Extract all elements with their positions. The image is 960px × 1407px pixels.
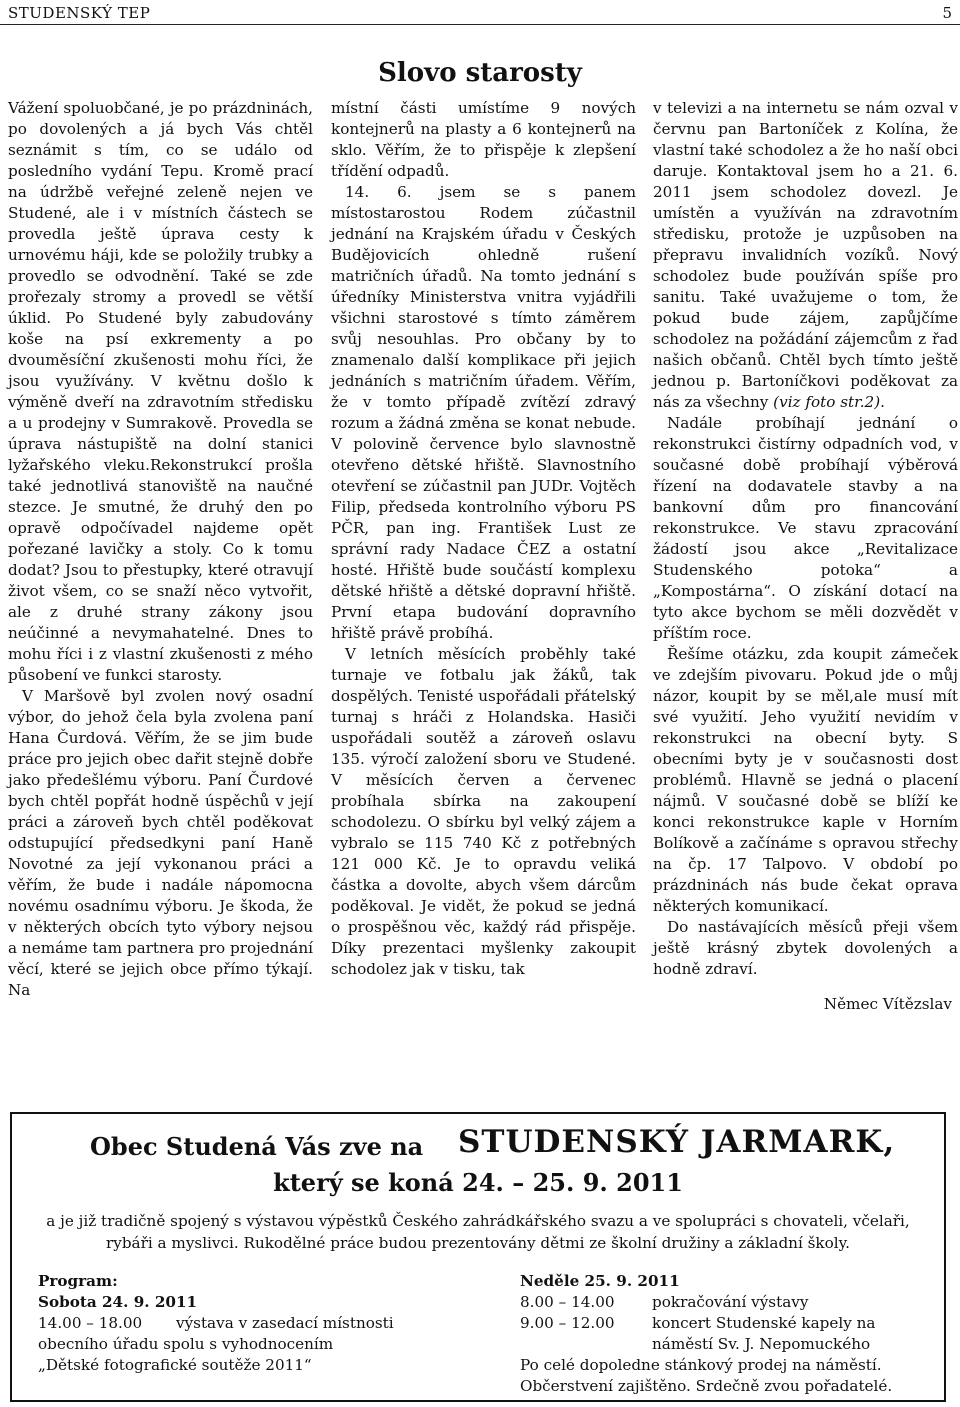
- paragraph: V letních měsících proběhly také turnaje ve fotbalu jak žáků, tak dospělých. Tenisté uspořádali přátelský turnaj s hráči z Holandska. Hasiči uspořádali soutěž a zároveň oslavu 135. výročí založení sboru ve Studené. V měsících červen a červenec probíhala sbírka na zakoupení schodolezu. O sbírku byl velký zájem a vybralo se 115 740 Kč z potřebných 121 000 Kč. Je to opravdu veliká částka a dovolte, abych všem dárcům poděkoval. Je vidět, že pokud se jedná o prospěšnou věc, každý rád přispěje. Díky prezentaci myšlenky zakoupit schodolez jak v tisku, tak: [331, 645, 636, 978]
- program-item: „Dětské fotografické soutěže 2011“: [38, 1356, 312, 1374]
- saturday-heading: Sobota 24. 9. 2011: [38, 1293, 198, 1311]
- author-signature: Němec Vítězslav: [823, 995, 952, 1013]
- paragraph: Nadále probíhají jednání o rekonstrukci čistírny odpadních vod, v současné době probíhají výběrová řízení na dodavatele stavby a na bankovní dům pro financování rekonstrukce. Ve stavu zpracování žádostí jsou akce „Revitalizace Studenského potoka“ a „Kompostárna“. O získání dotací na tyto akce bychom se měli dozvědět v příštím roce.: [653, 414, 958, 642]
- program-time: 8.00 – 14.00: [520, 1293, 615, 1311]
- program-item: [520, 1313, 940, 1334]
- program-item: Občerstvení zajištěno. Srdečně zvou pořadatelé.: [520, 1377, 893, 1395]
- program-time: 9.00 – 12.00: [520, 1314, 615, 1332]
- paragraph: místní části umístíme 9 nových kontejnerů na plasty a 6 kontejnerů na sklo. Věřím, že to přispěje k zlepšení třídění odpadů.: [331, 99, 636, 180]
- page-number: 5: [942, 4, 952, 22]
- article-column-3: [653, 98, 958, 1015]
- paragraph: Vážení spoluobčané, je po prázdninách, po dovolených a já bych Vás chtěl seznámit s tím, co se událo od posledního vydání Tepu. Kromě prací na údržbě veřejné zeleně nejen ve Studené, ale i v místních částech se provedla ještě úprava cesty k urnovému háji, kde se položily trubky a provedlo se odvodnění. Také se zde prořezaly stromy a provedl se větší úklid. Po Studené byly zabudovány koše na psí exkrementy a po dvouměsíční zkušenosti mohu říci, že jsou využívány. V květnu došlo k výměně dveří na zdravotním středisku a u prodejny v Sumrakově. Provedla se úprava nástupiště na dolní stanici lyžařského vleku.Rekonstrukcí prošla také jednotlivá stanoviště na naučné stezce. Je smutné, že druhý den po opravě odpočívadel najdeme opět pořezané lavičky a stoly. Co k tomu dodat? Jsou to přestupky, které otravují život všem, co se snaží něco vytvořit, ale z druhé strany zákony jsou neúčinné a nevymahatelné. Dnes to mohu říci i z vlastní zkušenosti z mého působení ve funkci starosty.: [8, 99, 313, 684]
- program-text: pokračování výstavy: [652, 1293, 809, 1311]
- program-saturday: [38, 1271, 468, 1376]
- program-item: Po celé dopoledne stánkový prodej na náměstí.: [520, 1356, 882, 1374]
- newsletter-name: STUDENSKÝ TEP: [8, 4, 151, 22]
- paragraph: [653, 98, 958, 413]
- article-title: Slovo starosty: [378, 58, 582, 88]
- program-text: koncert Studenské kapely na: [652, 1314, 876, 1332]
- program-time: 14.00 – 18.00: [38, 1314, 143, 1332]
- program-item: [520, 1292, 940, 1313]
- sunday-heading: Neděle 25. 9. 2011: [520, 1272, 680, 1290]
- program-text: náměstí Sv. J. Nepomuckého: [652, 1335, 871, 1353]
- paragraph: Řešíme otázku, zda koupit zámeček ve zdejším pivovaru. Pokud jde o můj názor, koupit by se měl,ale musí mít své využití. Jeho využití nevidím v rekonstrukci na obecní byty. S obecními byty je v současnosti dost problémů. Hlavně se jedná o placení nájmů. V současné době se blíží ke konci rekonstrukce kaple v Horním Bolíkově a začínáme s opravou střechy na čp. 17 Talpovo. V období po prázdninách nás bude čekat oprava některých komunikací.: [653, 645, 958, 915]
- program-item: obecního úřadu spolu s vyhodnocením: [38, 1335, 334, 1353]
- event-announcement-box: [10, 1112, 946, 1402]
- program-sunday: [520, 1271, 940, 1397]
- paragraph-text: v televizi a na internetu se nám ozval v červnu pan Bartoníček z Kolína, že vlastní také schodolez a že ho naší obci daruje. Kontaktoval jsem ho a 21. 6. 2011 jsem schodolez dovezl. Je umístěn a využíván na zdravotním středisku, protože je uzpůsoben na přepravu invalidních vozíků. Nový schodolez bude používán spíše pro sanitu. Také uvažujeme o tom, že pokud bude zájem, zapůjčíme schodolez na požádání zájemcům z řad našich občanů. Chtěl bych tímto ještě jednou p. Bartoníčkovi poděkovat za nás za všechny: [653, 99, 958, 411]
- paragraph: V Maršově byl zvolen nový osadní výbor, do jehož čela byla zvolena paní Hana Čurdová. Věřím, že se jim bude práce pro jejich obec dařit stejně dobře jako předešlému výboru. Paní Čurdové bych chtěl popřát hodně úspěchů v její práci a zároveň bych chtěl poděkovat odstupující předsedkyni paní Haně Novotné za její vykonanou práci a věřím, že bude i nadále nápomocna novému osadnímu výboru. Je škoda, že v některých obcích tyto výbory nejsou a nemáme tam partnera pro projednání věcí, které se jejich obce přímo týkají. Na: [8, 687, 313, 999]
- event-date: který se koná 24. – 25. 9. 2011: [273, 1168, 683, 1197]
- program-item: [38, 1313, 468, 1334]
- page-header: [0, 0, 960, 25]
- paragraph: 14. 6. jsem se s panem místostarostou Rodem zúčastnil jednání na Krajském úřadu v Českých Budějovicích ohledně rušení matričních úřadů. Na tomto jednání s úředníky Ministerstva vnitra vyjádřili všichni starostové s tímto záměrem svůj nesouhlas. Pro občany by to znamenalo další komplikace při jejich jednáních s matričním úřadem. Věřím, že v tomto případě zvítězí zdravý rozum a žádná změna se konat nebude. V polovině července bylo slavnostně otevřeno dětské hřiště. Slavnostního otevření se zúčastnil pan JUDr. Vojtěch Filip, předseda kontrolního výboru PS PČR, pan ing. František Lust ze správní rady Nadace ČEZ a ostatní hosté. Hřiště bude součástí komplexu dětské hřiště a dětské dopravní hřiště. První etapa budování dopravního hřiště právě probíhá.: [331, 183, 636, 642]
- program-item: [520, 1334, 940, 1355]
- paragraph: Do nastávajících měsíců přeji všem ještě krásný zbytek dovolených a hodně zdraví.: [653, 918, 958, 978]
- photo-reference: (viz foto str.2).: [768, 393, 885, 411]
- event-intro: a je již tradičně spojený s výstavou výpěstků Českého zahrádkářského svazu a ve spolupráci s chovateli, včelaři, rybáři a myslivci. Rukodělné práce budou prezentovány dětmi ze školní družiny a základní školy.: [46, 1212, 910, 1252]
- program-label: Program:: [38, 1272, 118, 1290]
- program-text: výstava v zasedací místnosti: [176, 1314, 394, 1332]
- event-invite: Obec Studená Vás zve na: [90, 1132, 424, 1161]
- article-column-1: [8, 98, 313, 1001]
- article-column-2: [331, 98, 636, 980]
- event-name: STUDENSKÝ JARMARK,: [458, 1124, 896, 1160]
